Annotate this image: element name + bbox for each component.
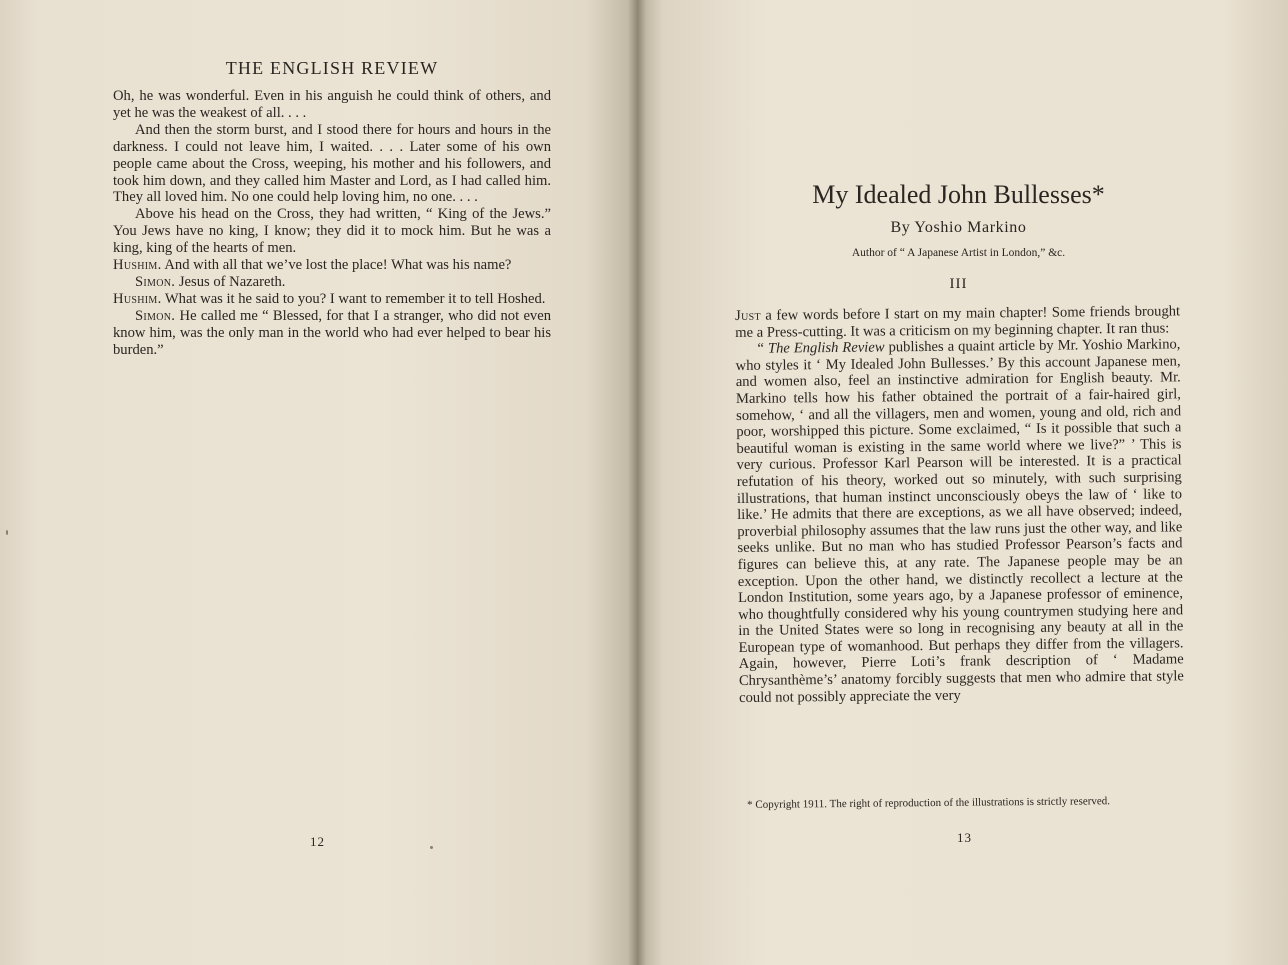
- author-note: Author of “ A Japanese Artist in London,” &c.: [851, 247, 1066, 259]
- page-number-right: 13: [957, 830, 972, 845]
- paragraph: And then the storm burst, and I stood there for hours and hours in the darkness. I could not leave him, I waited. . . . Later some of his own people came about the Cross, weeping, his mother and his followers, and took him down, and they called him Master and Lord, as I had called him. They all loved him. No one could help loving him, no one. . . .: [113, 121, 551, 206]
- opening-word: Just: [735, 307, 761, 324]
- byline: By Yoshio Markino: [890, 219, 1027, 236]
- dialogue-text: He called me “ Blessed, for that I a stranger, who did not even know him, was the only man in the world who had ever helped to bear his burden.”: [113, 307, 551, 358]
- paragraph-text: publishes a quaint article by Mr. Yoshio Markino, who styles it ‘ My Idealed John Bullesses.’ By this account Japanese men, and women also, feel an instinctive admiration for English beauty. Mr. Markino tells how his father obtained the portrait of a fair-haired girl, somehow, ‘ and all the villagers, men and women, young and old, rich and poor, worshipped this picture. Some exclaimed, “ Is it possible that such a beautiful woman is existing in the same world where we live?” ’ This is very curious. Professor Karl Pearson will be interested. It is a practical refutation of his theory, worked out so minutely, with such surprising illustrations, that human instinct unconsciously obeys the law of ‘ like to like.’ He admits that there are exceptions, as we all have observed; indeed, proverbial philosophy assumes that the law runs just the other way, and like seeks unlike. But no man who has studied Professor Pearson’s facts and figures can believe this, at any rate. The Japanese people may be an exception. Upon the other hand, we distinctly recollect a lecture at the London Institution, some years ago, by a Japanese professor of eminence, who thoughtfully considered why his young countrymen studying here and in the United States were so long in recognising any beauty at all in the European type of womanhood. But perhaps they differ from the villagers. Again, however, Pierre Loti’s frank description of ‘ Madame Chrysanthème’s’ anatomy forcibly suggests that men who admire that style could not possibly appreciate the very: [735, 336, 1184, 706]
- dialogue-text: What was it he said to you? I want to remember it to tell Hoshed.: [161, 290, 546, 307]
- article-title: My Idealed John Bullesses*: [812, 180, 1105, 209]
- quoted-paragraph: [735, 337, 1184, 707]
- footnote: * Copyright 1911. The right of reproduction of the illustrations is strictly reserved.: [747, 795, 1111, 811]
- journal-title: The English Review: [767, 339, 885, 357]
- speaker-name: Simon.: [135, 307, 176, 324]
- dialogue-line: [113, 308, 551, 359]
- paragraph: Above his head on the Cross, they had written, “ King of the Jews.” You Jews have no king, I know; they did it to mock him. But he was a king, king of the hearts of men.: [113, 206, 551, 257]
- paper-speck: [430, 846, 433, 849]
- dialogue-text: Jesus of Nazareth.: [175, 273, 286, 290]
- dialogue-line: [113, 274, 551, 291]
- right-page-body: [735, 303, 1184, 706]
- speaker-name: Hushim.: [113, 257, 162, 274]
- book-gutter: [628, 0, 646, 965]
- paper-speck: [6, 530, 8, 535]
- paragraph: Oh, he was wonderful. Even in his anguish he could think of others, and yet he was the weakest of all. . . .: [113, 88, 551, 121]
- dialogue-line: [113, 257, 551, 274]
- speaker-name: Hushim.: [113, 290, 162, 307]
- quote-mark: “: [757, 340, 768, 357]
- paragraph-text: a few words before I start on my main chapter! Some friends brought me a Press-cutting. It was a criticism on my beginning chapter. It ran thus:: [735, 303, 1181, 341]
- dialogue-line: [113, 291, 551, 308]
- paragraph: [735, 303, 1180, 341]
- left-page-body: [113, 88, 551, 359]
- running-head: THE ENGLISH REVIEW: [225, 58, 439, 78]
- page-number-left: 12: [310, 834, 325, 849]
- speaker-name: Simon.: [135, 273, 176, 290]
- dialogue-text: And with all that we’ve lost the place! What was his name?: [161, 257, 512, 274]
- section-number: III: [949, 276, 968, 292]
